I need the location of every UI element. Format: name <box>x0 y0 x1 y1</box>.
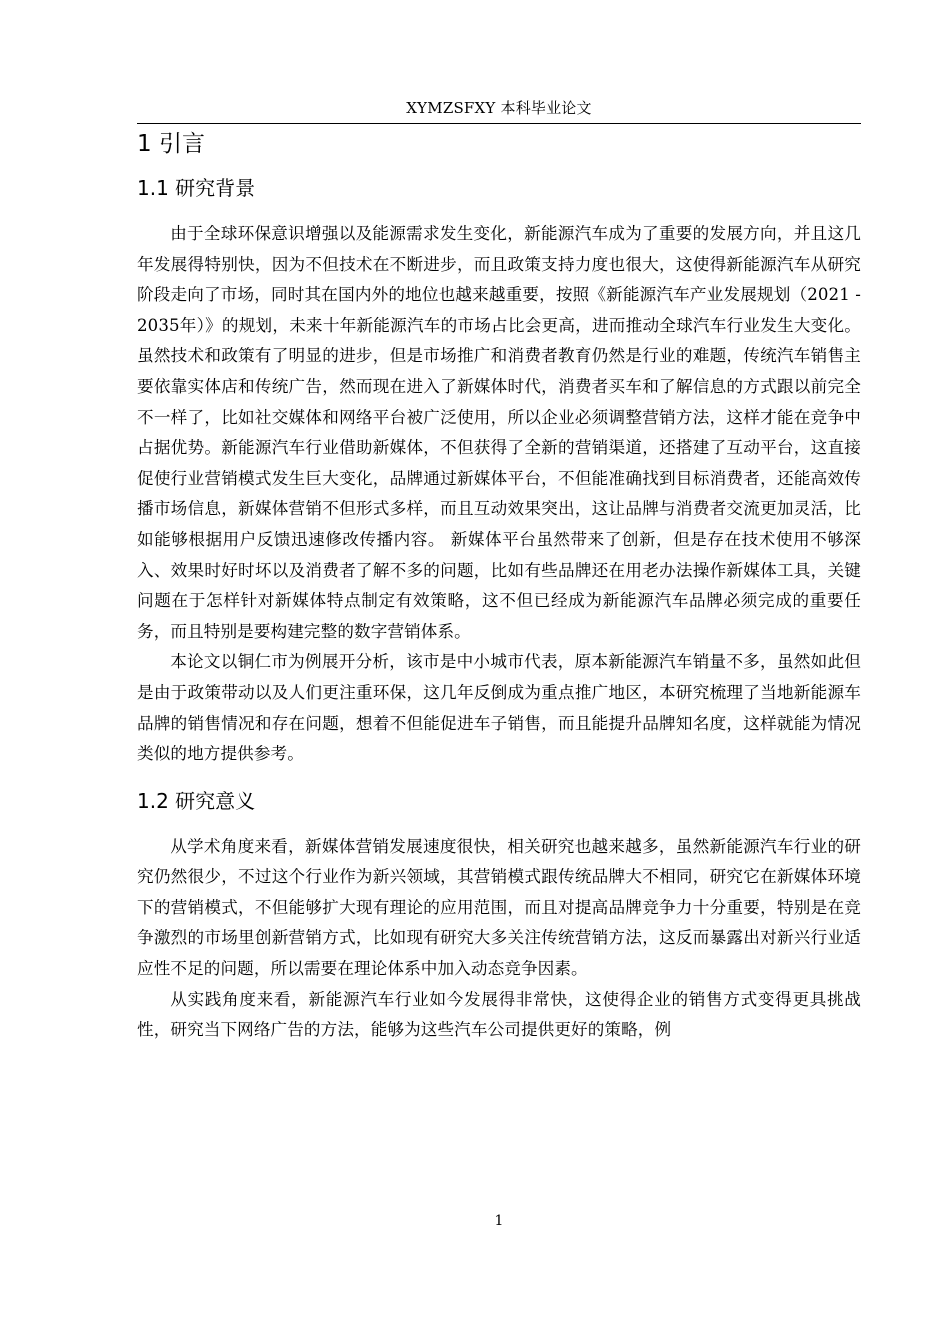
paragraph: 从学术角度来看，新媒体营销发展速度很快，相关研究也越来越多，虽然新能源汽车行业的研究仍然很少，不过这个行业作为新兴领域，其营销模式跟传统品牌大不相同，研究它在新媒体环境下的营销模式，不但能够扩大现有理论的应用范围，而且对提高品牌竞争力十分重要，特别是在竞争激烈的市场里创新营销方式，比如现有研究大多关注传统营销方法，这反而暴露出对新兴行业适应性不足的问题，所以需要在理论体系中加入动态竞争因素。 <box>137 836 861 979</box>
section-title-background: 1.1 研究背景 <box>137 176 256 200</box>
paragraph: 由于全球环保意识增强以及能源需求发生变化，新能源汽车成为了重要的发展方向，并且这几年发展得特别快，因为不但技术在不断进步，而且政策支持力度也很大，这使得新能源汽车从研究阶段走向了市场，同时其在国内外的地位也越来越重要，按照《新能源汽车产业发展规划（2021 - 2035年）》的规划，未来十年新能源汽车的市场占比会更高，进而推动全球汽车行业发生大变化。 虽然技术和政策有了明显的进步，但是市场推广和消费者教育仍然是行业的难题，传统汽车销售主要依靠实体店和传统广告，然而现在进入了新媒体时代，消费者买车和了解信息的方式跟以前完全不一样了，比如社交媒体和网络平台被广泛使用，所以企业必须调整营销方法，这样才能在竞争中占据优势。新能源汽车行业借助新媒体，不但获得了全新的营销渠道，还搭建了互动平台，这直接促使行业营销模式发生巨大变化，品牌通过新媒体平台，不但能准确找到目标消费者，还能高效传播市场信息，新媒体营销不但形式多样，而且互动效果突出，这让品牌与消费者交流更加灵活，比如能够根据用户反馈迅速修改传播内容。 新媒体平台虽然带来了创新，但是存在技术使用不够深入、效果时好时坏以及消费者了解不多的问题，比如有些品牌还在用老办法操作新媒体工具，关键问题在于怎样针对新媒体特点制定有效策略，这不但已经成为新能源汽车品牌必须完成的重要任务，而且特别是要构建完整的数字营销体系。 <box>137 224 861 641</box>
paragraph: 从实践角度来看，新能源汽车行业如今发展得非常快，这使得企业的销售方式变得更具挑战性，研究当下网络广告的方法，能够为这些汽车公司提供更好的策略，例 <box>137 989 861 1040</box>
page-content <box>137 128 861 1046</box>
running-header: XYMZSFXY 本科毕业论文 <box>406 99 592 117</box>
paragraph: 本论文以铜仁市为例展开分析，该市是中小城市代表，原本新能源汽车销量不多，虽然如此但是由于政策带动以及人们更注重环保，这几年反倒成为重点推广地区，本研究梳理了当地新能源车品牌的销售情况和存在问题，想着不但能促进车子销售，而且能提升品牌知名度，这样就能为情况类似的地方提供参考。 <box>137 652 861 764</box>
section-title-significance: 1.2 研究意义 <box>137 788 256 813</box>
header-rule <box>137 123 861 124</box>
page-number: 1 <box>494 1213 504 1229</box>
chapter-title: 1 引言 <box>137 131 205 157</box>
